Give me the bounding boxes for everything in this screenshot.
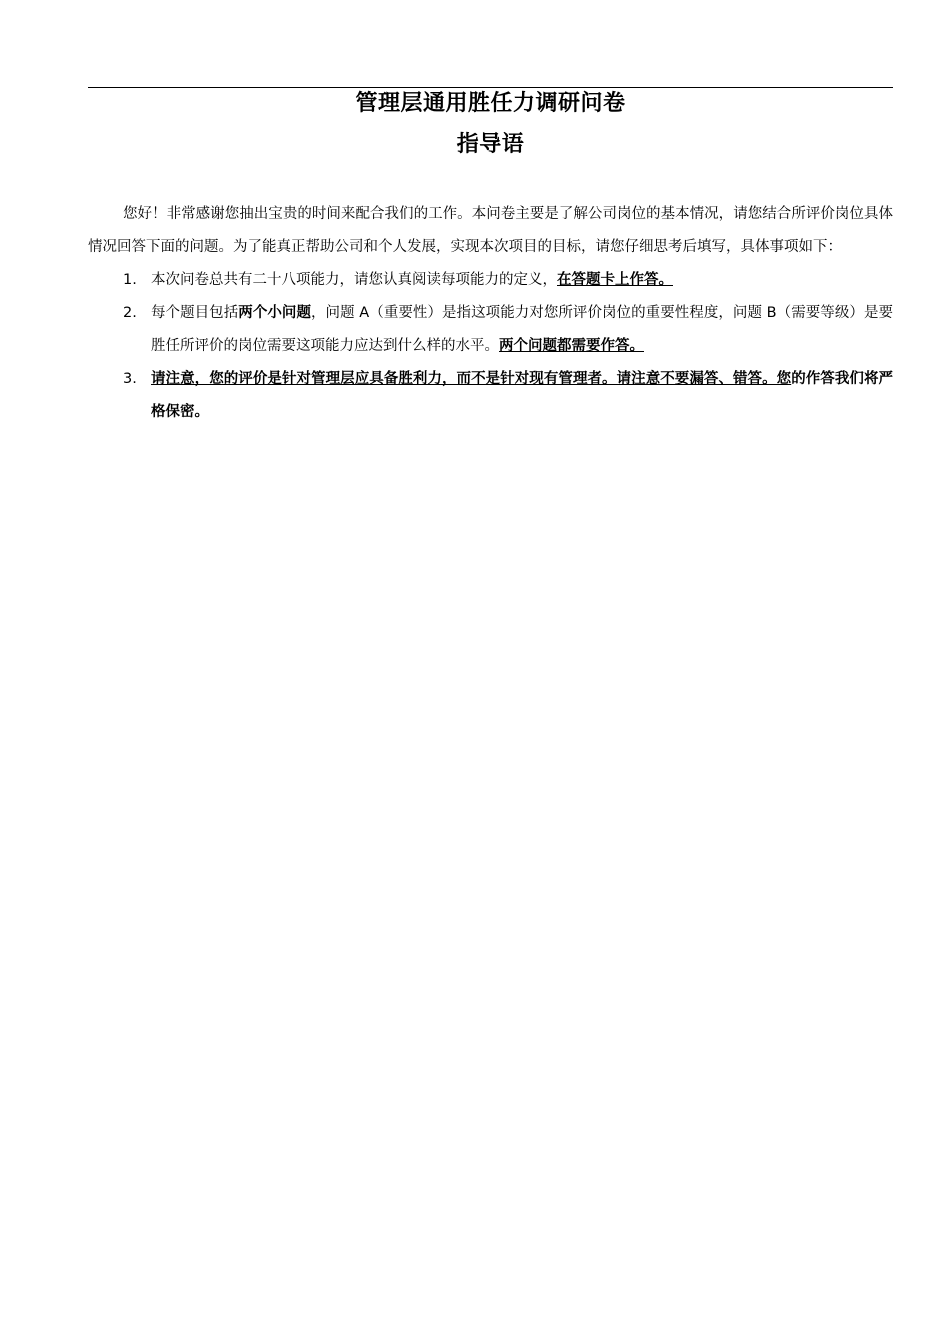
item-emphasis: 两个问题都需要作答。 (499, 338, 644, 354)
item-text: 本次问卷总共有二十八项能力，请您认真阅读每项能力的定义， (151, 272, 557, 288)
header-rule (88, 87, 893, 88)
item-number: 3. (123, 371, 137, 387)
intro-paragraph: 您好！非常感谢您抽出宝贵的时间来配合我们的工作。本问卷主要是了解公司岗位的基本情况，请您结合所评价岗位具体情况回答下面的问题。为了能真正帮助公司和个人发展，实现本次项目的目标，请您仔细思考后填写，具体事项如下： (88, 206, 893, 255)
document-title: 管理层通用胜任力调研问卷 (355, 91, 626, 116)
item-text: 每个题目包括 (151, 305, 239, 321)
item-number: 1. (123, 272, 137, 288)
item-text: ，问题 A（重要性）是指这项能力对您所评价岗位的重要性程度，问题 B（需要等级）是要胜任所评价的岗位需要这项能力应达到什么样的水平。 (151, 305, 893, 354)
instruction-list (88, 264, 893, 429)
document-subtitle: 指导语 (456, 132, 525, 157)
item-emphasis: 在答题卡上作答。 (557, 272, 673, 288)
item-strong: 两个小问题 (238, 305, 312, 321)
document-body (88, 198, 893, 429)
item-emphasis: 请注意，您的评价是针对管理层应具备胜利力，而不是针对现有管理者。请注意不要漏答、错答。您 (151, 371, 792, 387)
instruction-item (88, 297, 893, 363)
item-strong: 的作答我们将严格保密。 (151, 371, 894, 420)
item-number: 2. (123, 305, 137, 321)
instruction-item (88, 264, 893, 297)
instruction-item (88, 363, 893, 429)
